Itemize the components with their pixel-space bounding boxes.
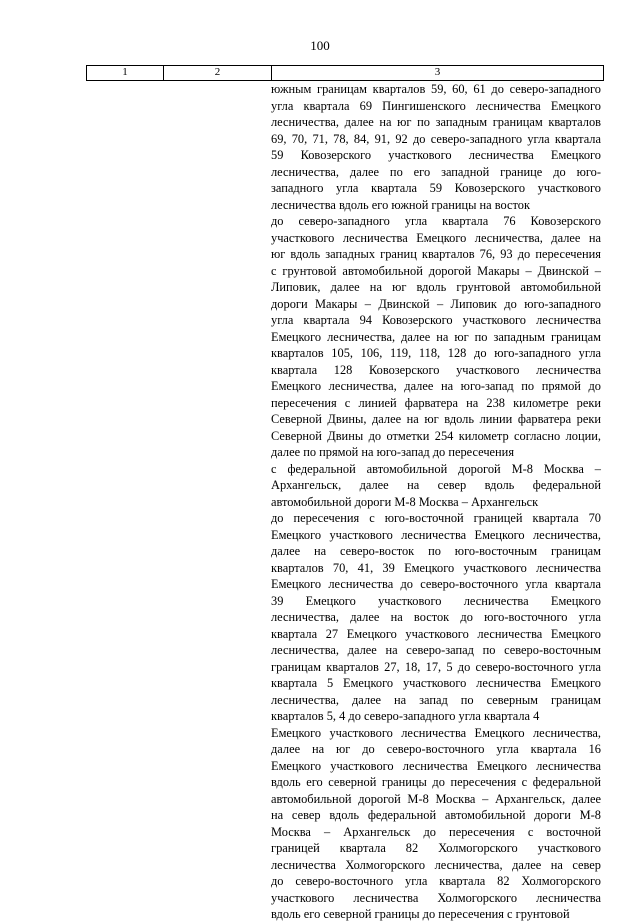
text-line: квартала 27 Емецкого участкового лесничества Емецкого — [271, 626, 601, 641]
text-line: далее на северо-восток по юго-восточным границам — [271, 544, 601, 558]
text-line: кварталов 105, 106, 119, 118, 128 до юго-западного угла — [271, 346, 601, 360]
text-line: квартала 128 Ковозерского участкового лесничества — [271, 362, 601, 377]
text-line: далее по прямой на юго-запад до пересечения — [271, 445, 515, 459]
text-line: участкового лесничества Емецкого лесничества, далее на — [271, 230, 601, 245]
text-line: Москва – Архангельск до пересечения с восточной — [271, 824, 601, 839]
text-line: до северо-западного угла квартала 76 Ковозерского — [271, 214, 601, 228]
text-line: Емецкого лесничества до северо-восточного угла квартала — [271, 577, 601, 591]
text-line: границам кварталов 27, 18, 17, 5 до северо-восточного угла — [271, 659, 601, 674]
text-line: 69, 70, 71, 78, 84, 91, 92 до северо-западного угла квартала — [271, 131, 601, 146]
text-line: с федеральной автомобильной дорогой М-8 Москва – — [271, 461, 601, 476]
text-line: лесничества, далее на северо-запад по северо-восточным — [271, 643, 601, 657]
text-line: кварталов 5, 4 до северо-западного угла квартала 4 — [271, 709, 540, 723]
boundary-description — [271, 81, 601, 923]
text-line: Емецкого лесничества, далее на юго-запад по прямой до — [271, 379, 601, 393]
text-line: юг вдоль западных границ кварталов 76, 93 до пересечения — [271, 247, 601, 261]
column-2-header: 2 — [164, 66, 272, 81]
text-line: квартала 5 Емецкого участкового лесничества Емецкого — [271, 676, 601, 690]
page-number: 100 — [310, 38, 330, 53]
text-line: 39 Емецкого участкового лесничества Емецкого — [271, 593, 601, 608]
text-line: кварталов 70, 41, 39 Емецкого участкового лесничества — [271, 560, 601, 575]
column-1-header: 1 — [87, 66, 164, 81]
text-line: далее на юг до северо-восточного угла квартала 16 — [271, 742, 601, 756]
text-line: на север вдоль федеральной автомобильной дороги М-8 — [271, 808, 601, 822]
text-line: лесничества Холмогорского лесничества, далее на север — [271, 857, 601, 872]
text-line: Северной Двины до отметки 254 километр согласно лоции, — [271, 428, 601, 443]
text-line: Северной Двины, далее на юг вдоль линии фарватера реки — [271, 412, 601, 426]
text-line: Липовик, далее на юг вдоль грунтовой автомобильной — [271, 280, 601, 294]
text-line: лесничества, далее по его западной границе до юго- — [271, 164, 601, 179]
text-line: участкового лесничества Холмогорского лесничества — [271, 890, 601, 905]
text-line: лесничества, далее на юг по западным границам кварталов — [271, 115, 601, 129]
column-header-table — [86, 65, 604, 81]
text-line: до северо-восточного угла квартала 82 Холмогорского — [271, 874, 601, 888]
text-line: Емецкого участкового лесничества Емецкого лесничества, — [271, 725, 601, 740]
table-header-row — [87, 66, 604, 81]
text-line: до пересечения с юго-восточной границей квартала 70 — [271, 511, 601, 525]
text-line: лесничества, далее на запад по северным границам — [271, 692, 601, 707]
text-line: Емецкого лесничества, далее на юг по западным границам — [271, 329, 601, 344]
text-line: лесничества вдоль его южной границы на восток — [271, 197, 530, 212]
text-line: дороги Макары – Двинской – Липовик до юго-западного — [271, 296, 601, 311]
text-line: 59 Ковозерского участкового лесничества Емецкого — [271, 148, 601, 162]
text-line: Емецкого участкового лесничества Емецкого лесничества, — [271, 527, 601, 542]
text-line: вдоль его северной границы до пересечения с грунтовой — [271, 907, 570, 921]
text-line: автомобильной дорогой М-8 Москва – Архангельск, далее — [271, 791, 601, 806]
text-line: Емецкого участкового лесничества Емецкого лесничества — [271, 758, 601, 773]
text-line: с грунтовой автомобильной дорогой Макары – Двинской – — [271, 263, 601, 278]
text-line: угла квартала 69 Пингишенского лесничества Емецкого — [271, 98, 601, 113]
text-line: западного угла квартала 59 Ковозерского участкового — [271, 181, 601, 195]
text-line: Архангельск, далее на север вдоль федеральной — [271, 478, 601, 492]
text-line: автомобильной дороги М-8 Москва – Архангельск — [271, 494, 539, 509]
text-line: пересечения с линией фарватера на 238 километре реки — [271, 395, 601, 410]
text-line: угла квартала 94 Ковозерского участкового лесничества — [271, 313, 601, 327]
column-3-header: 3 — [272, 66, 604, 81]
text-line: южным границам кварталов 59, 60, 61 до северо-западного — [271, 82, 601, 96]
text-line: вдоль его северной границы до пересечения с федеральной — [271, 775, 601, 789]
text-line: лесничества, далее на восток до юго-восточного угла — [271, 610, 601, 624]
text-line: границей квартала 82 Холмогорского участкового — [271, 841, 601, 855]
